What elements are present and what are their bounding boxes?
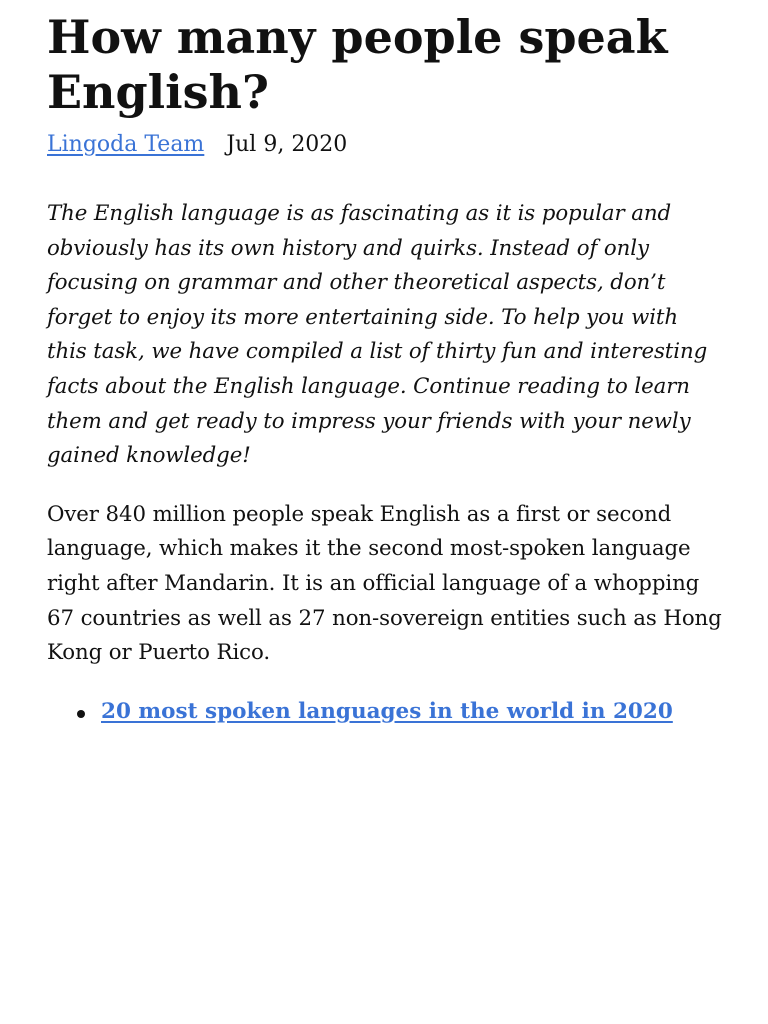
bullet-icon [77,710,85,718]
article-intro: The English language is as fascinating as it is popular and obviously has its own history and quirks. Instead of only focusing on grammar and other theoretical aspects, don’t forget to enjoy its more entertaining side. To help you with this task, we have compiled a list of thirty fun and interesting facts about the English language. Continue reading to learn them and get ready to impress your friends with your newly gained knowledge! [47,201,708,469]
article-title: How many people speak English? [47,10,668,119]
byline [47,130,724,160]
related-links-list [47,695,724,730]
article-paragraph: Over 840 million people speak English as a first or second language, which makes it the second most-spoken language right after Mandarin. It is an official language of a whopping 67 countries as well as 27 non-sovereign entities such as Hong Kong or Puerto Rico. [47,501,722,666]
publish-date: Jul 9, 2020 [226,132,348,157]
related-link-item [101,695,724,730]
related-article-link[interactable]: 20 most spoken languages in the world in 2020 [101,698,673,724]
author-link[interactable]: Lingoda Team [47,132,205,157]
